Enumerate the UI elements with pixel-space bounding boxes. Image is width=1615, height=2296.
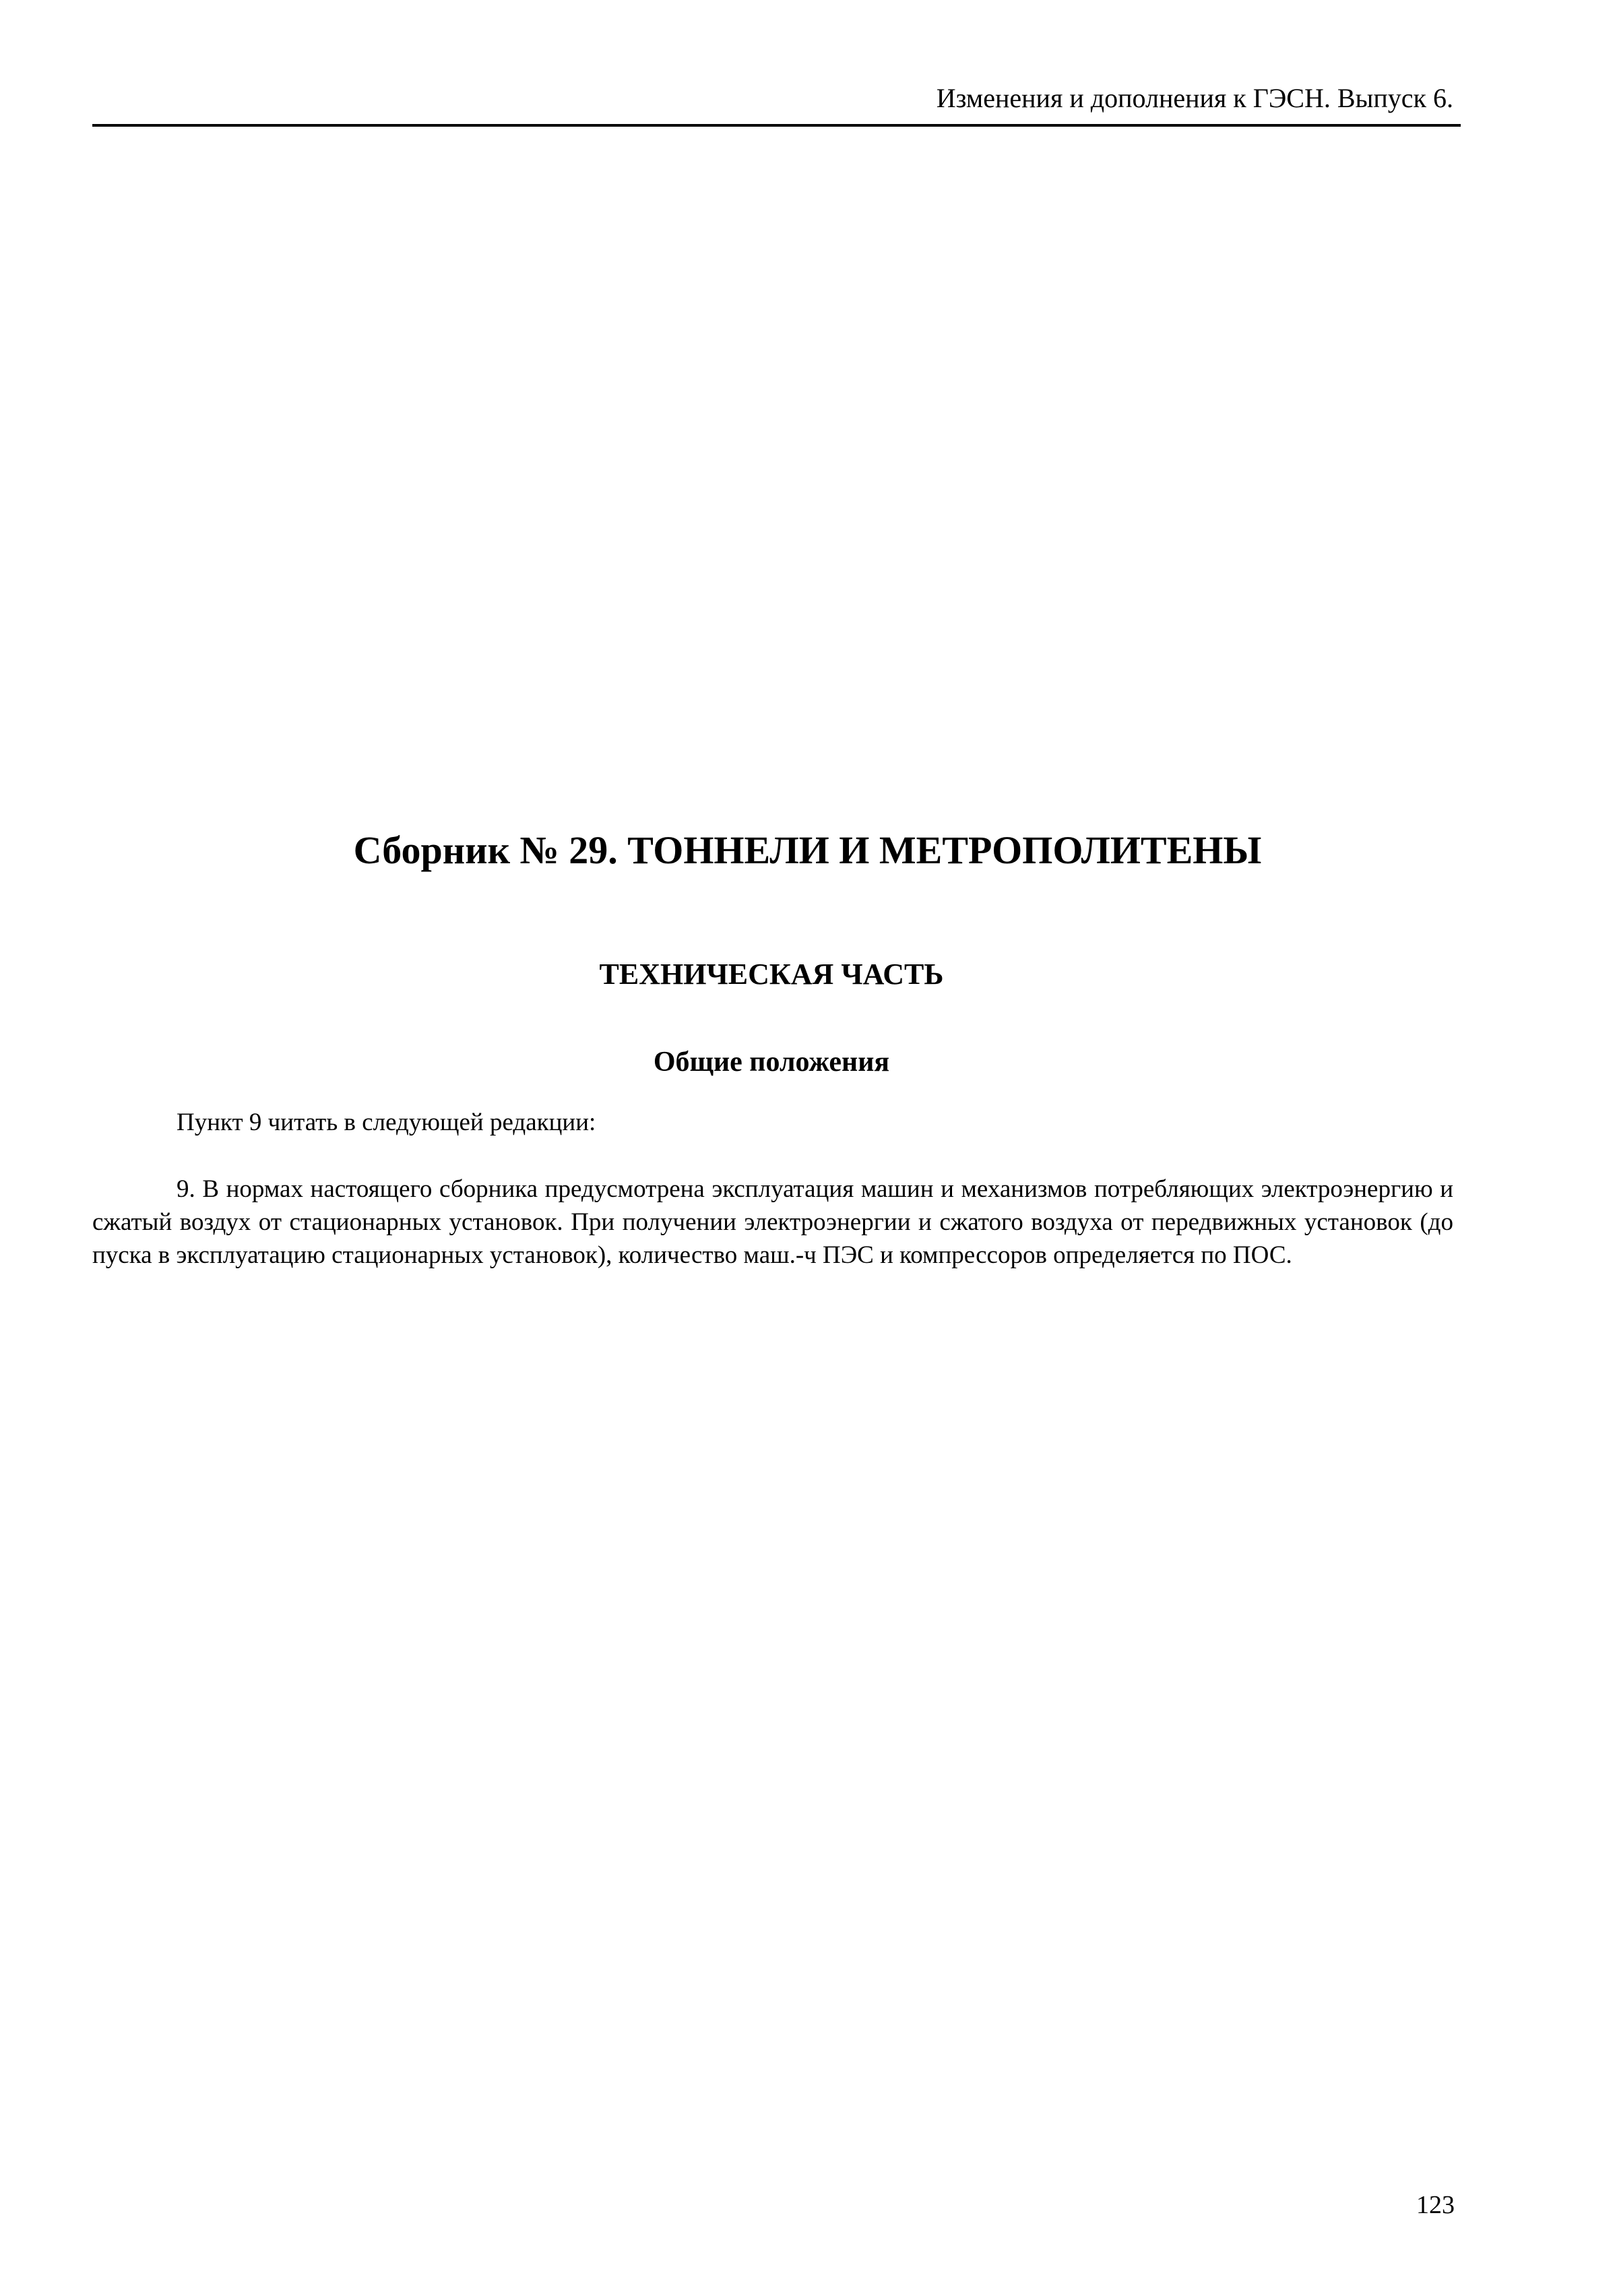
running-header: Изменения и дополнения к ГЭСН. Выпуск 6.: [936, 83, 1453, 113]
header-rule: [92, 124, 1461, 127]
intro-text: Пункт 9 читать в следующей редакции:: [177, 1109, 596, 1136]
section-title: Сборник № 29. ТОННЕЛИ И МЕТРОПОЛИТЕНЫ: [353, 828, 1262, 872]
page-number: 123: [1416, 2191, 1455, 2219]
subheading: Общие положения: [653, 1047, 890, 1078]
paragraph-9: 9. В нормах настоящего сборника предусмотрена эксплуатация машин и механизмов потребляющих электроэнергию и сжатый воздух от стационарных установок. При получении электроэнергии и сжатого воздуха от передвижных установок (до пуска в эксплуатацию стационарных установок), количество маш.-ч ПЭС и компрессоров определяется по ПОС.: [92, 1175, 1453, 1269]
part-heading: ТЕХНИЧЕСКАЯ ЧАСТЬ: [599, 958, 944, 991]
